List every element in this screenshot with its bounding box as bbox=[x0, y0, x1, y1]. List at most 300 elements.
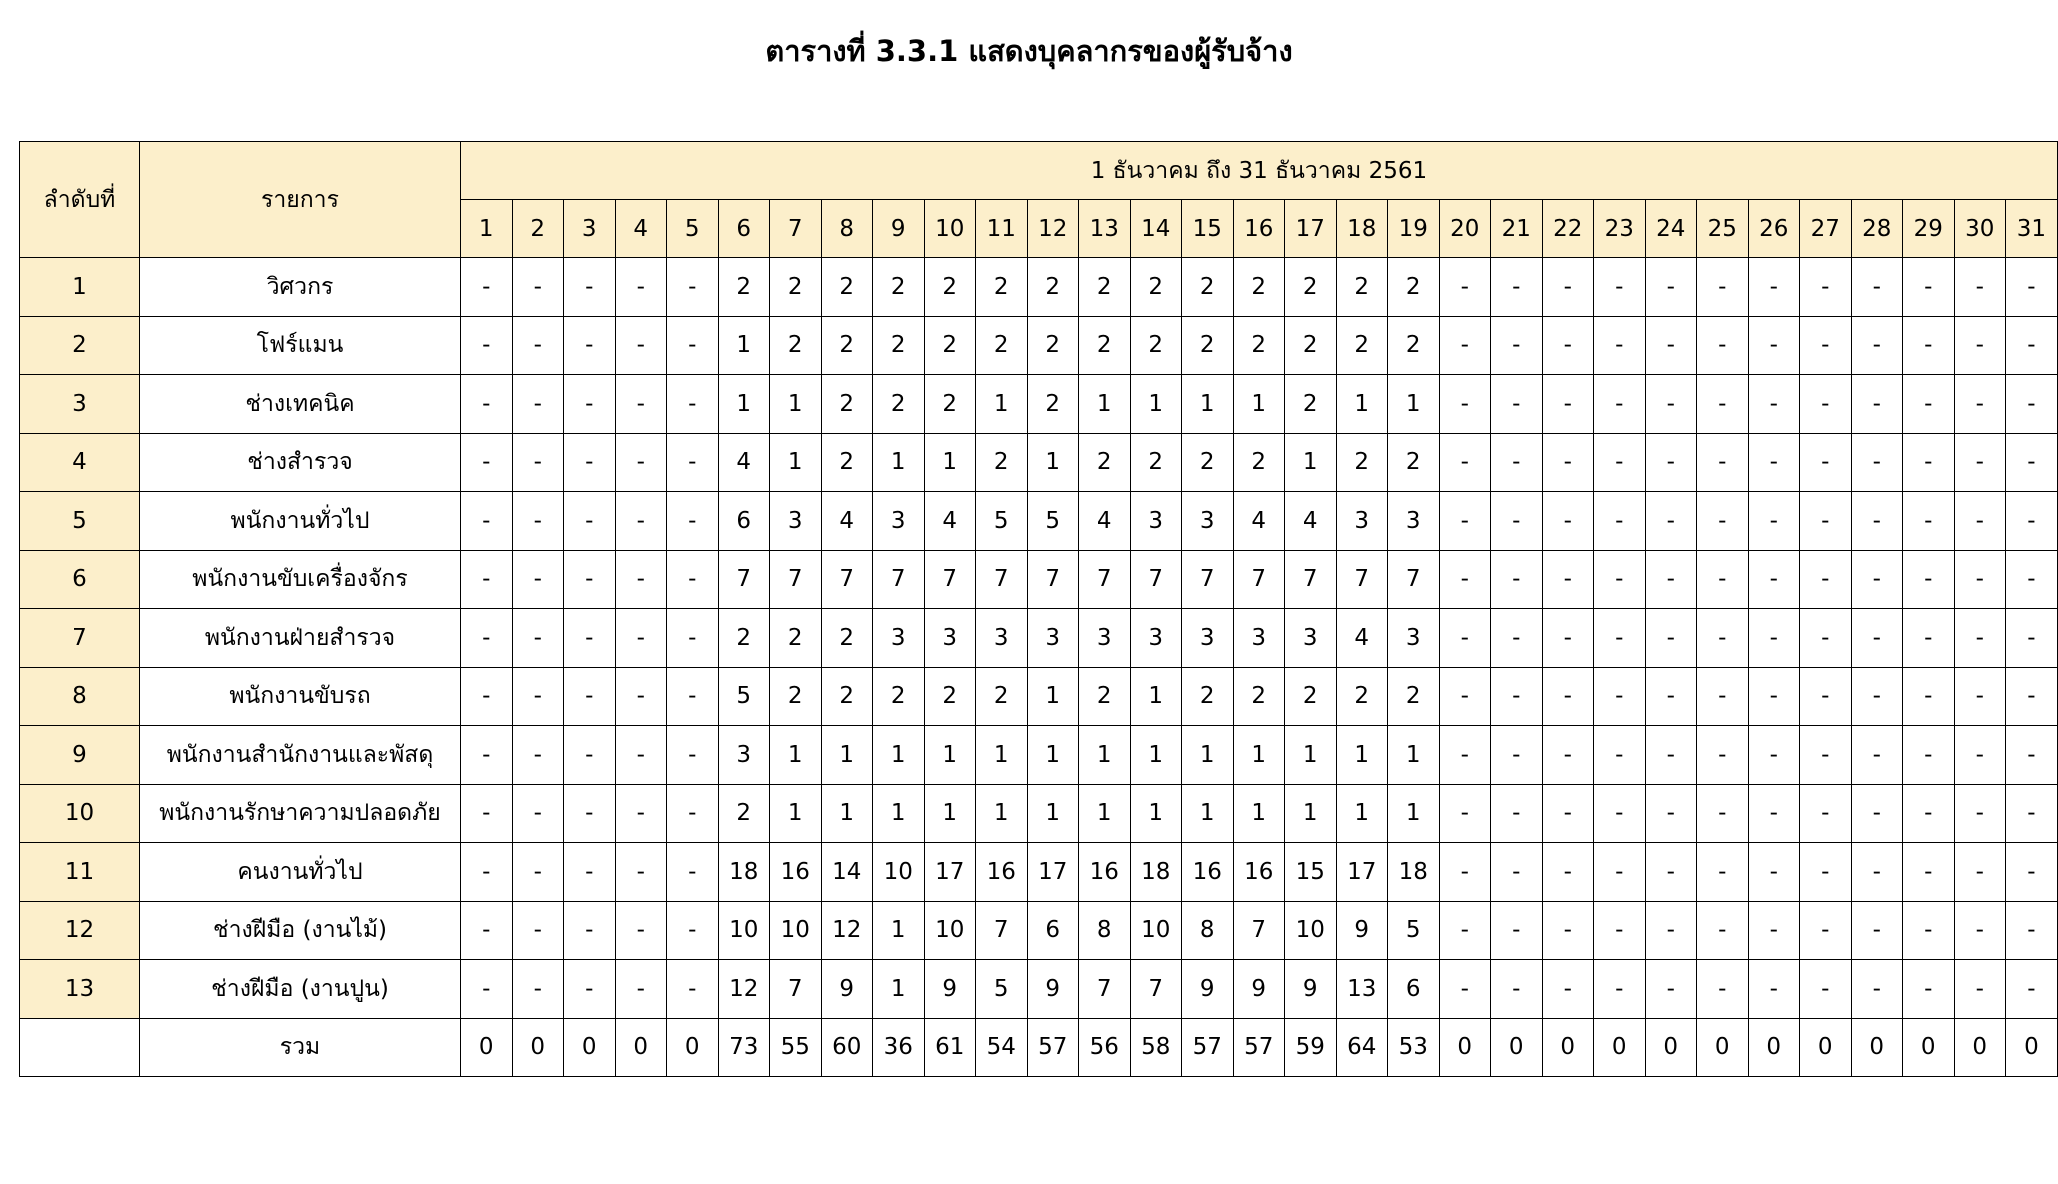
item-column-header: รายการ bbox=[140, 142, 461, 258]
value-cell: - bbox=[615, 550, 667, 609]
value-cell: - bbox=[667, 550, 719, 609]
value-cell: - bbox=[2006, 784, 2058, 843]
total-value-cell: 73 bbox=[718, 1018, 770, 1076]
total-value-cell: 60 bbox=[821, 1018, 873, 1076]
value-cell: - bbox=[1542, 843, 1594, 902]
value-cell: - bbox=[1903, 784, 1955, 843]
seq-cell: 8 bbox=[20, 667, 140, 726]
value-cell: - bbox=[1851, 258, 1903, 317]
value-cell: 17 bbox=[1027, 843, 1079, 902]
value-cell: 3 bbox=[1079, 609, 1131, 668]
value-cell: - bbox=[461, 784, 513, 843]
value-cell: 1 bbox=[770, 375, 822, 434]
value-cell: 1 bbox=[718, 375, 770, 434]
value-cell: 2 bbox=[924, 258, 976, 317]
value-cell: - bbox=[615, 901, 667, 960]
value-cell: 2 bbox=[1079, 667, 1131, 726]
day-header-cell: 31 bbox=[2006, 200, 2058, 258]
value-cell: 2 bbox=[924, 667, 976, 726]
value-cell: 2 bbox=[1285, 375, 1337, 434]
value-cell: - bbox=[1542, 726, 1594, 785]
value-cell: 18 bbox=[1130, 843, 1182, 902]
value-cell: - bbox=[1542, 375, 1594, 434]
value-cell: 2 bbox=[1388, 667, 1440, 726]
value-cell: 10 bbox=[718, 901, 770, 960]
value-cell: - bbox=[1439, 492, 1491, 551]
value-cell: - bbox=[1491, 784, 1543, 843]
total-value-cell: 0 bbox=[1645, 1018, 1697, 1076]
table-row bbox=[20, 433, 2058, 492]
seq-cell: 1 bbox=[20, 258, 140, 317]
value-cell: 2 bbox=[1336, 667, 1388, 726]
value-cell: - bbox=[1748, 667, 1800, 726]
value-cell: - bbox=[2006, 843, 2058, 902]
value-cell: - bbox=[1645, 843, 1697, 902]
day-header-cell: 29 bbox=[1903, 200, 1955, 258]
value-cell: - bbox=[615, 609, 667, 668]
value-cell: - bbox=[1439, 316, 1491, 375]
value-cell: 3 bbox=[1182, 492, 1234, 551]
total-value-cell: 0 bbox=[1439, 1018, 1491, 1076]
value-cell: 16 bbox=[976, 843, 1028, 902]
value-cell: 2 bbox=[873, 258, 925, 317]
value-cell: 7 bbox=[1130, 550, 1182, 609]
value-cell: - bbox=[1851, 375, 1903, 434]
value-cell: - bbox=[1439, 550, 1491, 609]
value-cell: 1 bbox=[1130, 784, 1182, 843]
value-cell: - bbox=[1491, 609, 1543, 668]
value-cell: - bbox=[461, 492, 513, 551]
total-value-cell: 53 bbox=[1388, 1018, 1440, 1076]
value-cell: - bbox=[512, 901, 564, 960]
value-cell: 2 bbox=[770, 609, 822, 668]
value-cell: 2 bbox=[1182, 667, 1234, 726]
value-cell: 1 bbox=[1285, 726, 1337, 785]
value-cell: - bbox=[1954, 550, 2006, 609]
value-cell: - bbox=[1954, 784, 2006, 843]
value-cell: 3 bbox=[1388, 609, 1440, 668]
value-cell: - bbox=[1748, 726, 1800, 785]
value-cell: 16 bbox=[1182, 843, 1234, 902]
value-cell: 2 bbox=[1233, 258, 1285, 317]
table-row bbox=[20, 550, 2058, 609]
value-cell: - bbox=[1954, 492, 2006, 551]
value-cell: - bbox=[1851, 960, 1903, 1019]
value-cell: - bbox=[461, 667, 513, 726]
value-cell: 7 bbox=[976, 901, 1028, 960]
value-cell: - bbox=[1439, 784, 1491, 843]
value-cell: - bbox=[2006, 550, 2058, 609]
value-cell: - bbox=[1542, 901, 1594, 960]
value-cell: 5 bbox=[1388, 901, 1440, 960]
value-cell: - bbox=[1903, 492, 1955, 551]
value-cell: 2 bbox=[1388, 433, 1440, 492]
value-cell: - bbox=[1800, 316, 1852, 375]
value-cell: - bbox=[615, 726, 667, 785]
value-cell: - bbox=[1954, 901, 2006, 960]
value-cell: - bbox=[615, 492, 667, 551]
item-cell: ช่างสำรวจ bbox=[140, 433, 461, 492]
value-cell: - bbox=[1851, 316, 1903, 375]
value-cell: 9 bbox=[924, 960, 976, 1019]
value-cell: 9 bbox=[1336, 901, 1388, 960]
total-value-cell: 36 bbox=[873, 1018, 925, 1076]
day-header-cell: 23 bbox=[1594, 200, 1646, 258]
value-cell: - bbox=[1954, 316, 2006, 375]
seq-cell: 2 bbox=[20, 316, 140, 375]
value-cell: - bbox=[1800, 433, 1852, 492]
value-cell: - bbox=[564, 550, 616, 609]
value-cell: - bbox=[512, 726, 564, 785]
value-cell: 7 bbox=[770, 960, 822, 1019]
value-cell: - bbox=[1851, 609, 1903, 668]
value-cell: - bbox=[1954, 433, 2006, 492]
value-cell: - bbox=[1439, 258, 1491, 317]
day-header-cell: 4 bbox=[615, 200, 667, 258]
item-cell: พนักงานรักษาความปลอดภัย bbox=[140, 784, 461, 843]
value-cell: 6 bbox=[1027, 901, 1079, 960]
value-cell: - bbox=[1697, 609, 1749, 668]
table-row bbox=[20, 258, 2058, 317]
value-cell: 14 bbox=[821, 843, 873, 902]
value-cell: 3 bbox=[1130, 492, 1182, 551]
value-cell: - bbox=[1439, 433, 1491, 492]
total-value-cell: 0 bbox=[461, 1018, 513, 1076]
value-cell: - bbox=[2006, 258, 2058, 317]
seq-cell: 10 bbox=[20, 784, 140, 843]
value-cell: 2 bbox=[1336, 258, 1388, 317]
value-cell: 4 bbox=[924, 492, 976, 551]
value-cell: - bbox=[1697, 433, 1749, 492]
item-cell: โฟร์แมน bbox=[140, 316, 461, 375]
value-cell: 2 bbox=[1285, 258, 1337, 317]
value-cell: 1 bbox=[976, 375, 1028, 434]
value-cell: - bbox=[2006, 667, 2058, 726]
value-cell: 18 bbox=[718, 843, 770, 902]
value-cell: - bbox=[1491, 726, 1543, 785]
day-header-cell: 7 bbox=[770, 200, 822, 258]
value-cell: 2 bbox=[770, 316, 822, 375]
value-cell: 5 bbox=[1027, 492, 1079, 551]
value-cell: 1 bbox=[873, 433, 925, 492]
value-cell: - bbox=[564, 726, 616, 785]
value-cell: - bbox=[1903, 667, 1955, 726]
seq-cell: 13 bbox=[20, 960, 140, 1019]
value-cell: - bbox=[1542, 609, 1594, 668]
value-cell: 1 bbox=[821, 726, 873, 785]
total-value-cell: 55 bbox=[770, 1018, 822, 1076]
value-cell: 2 bbox=[1130, 258, 1182, 317]
value-cell: - bbox=[667, 901, 719, 960]
value-cell: 2 bbox=[873, 667, 925, 726]
value-cell: 10 bbox=[1285, 901, 1337, 960]
table-row bbox=[20, 901, 2058, 960]
value-cell: 3 bbox=[770, 492, 822, 551]
value-cell: - bbox=[667, 375, 719, 434]
value-cell: 7 bbox=[1027, 550, 1079, 609]
value-cell: - bbox=[1851, 667, 1903, 726]
value-cell: - bbox=[1697, 843, 1749, 902]
value-cell: 7 bbox=[924, 550, 976, 609]
value-cell: - bbox=[1594, 258, 1646, 317]
value-cell: - bbox=[615, 960, 667, 1019]
day-header-cell: 19 bbox=[1388, 200, 1440, 258]
value-cell: 7 bbox=[1130, 960, 1182, 1019]
value-cell: - bbox=[1594, 316, 1646, 375]
value-cell: 2 bbox=[821, 609, 873, 668]
value-cell: - bbox=[564, 901, 616, 960]
total-value-cell: 56 bbox=[1079, 1018, 1131, 1076]
value-cell: - bbox=[1851, 901, 1903, 960]
value-cell: - bbox=[1542, 784, 1594, 843]
day-header-cell: 2 bbox=[512, 200, 564, 258]
value-cell: - bbox=[564, 316, 616, 375]
value-cell: 1 bbox=[1336, 784, 1388, 843]
value-cell: - bbox=[1800, 492, 1852, 551]
value-cell: 5 bbox=[718, 667, 770, 726]
value-cell: - bbox=[564, 784, 616, 843]
value-cell: - bbox=[1594, 960, 1646, 1019]
value-cell: 3 bbox=[1027, 609, 1079, 668]
value-cell: - bbox=[1697, 492, 1749, 551]
value-cell: - bbox=[2006, 433, 2058, 492]
value-cell: - bbox=[1594, 784, 1646, 843]
value-cell: - bbox=[461, 433, 513, 492]
day-header-cell: 16 bbox=[1233, 200, 1285, 258]
value-cell: 3 bbox=[718, 726, 770, 785]
value-cell: - bbox=[1491, 667, 1543, 726]
value-cell: 16 bbox=[1079, 843, 1131, 902]
value-cell: - bbox=[1542, 433, 1594, 492]
value-cell: - bbox=[1542, 550, 1594, 609]
value-cell: 1 bbox=[821, 784, 873, 843]
seq-cell: 3 bbox=[20, 375, 140, 434]
value-cell: - bbox=[2006, 726, 2058, 785]
value-cell: 1 bbox=[924, 726, 976, 785]
value-cell: 7 bbox=[1285, 550, 1337, 609]
value-cell: 7 bbox=[770, 550, 822, 609]
value-cell: 9 bbox=[1182, 960, 1234, 1019]
value-cell: 8 bbox=[1182, 901, 1234, 960]
value-cell: - bbox=[667, 726, 719, 785]
value-cell: 9 bbox=[1027, 960, 1079, 1019]
value-cell: - bbox=[1491, 258, 1543, 317]
value-cell: 18 bbox=[1388, 843, 1440, 902]
value-cell: 8 bbox=[1079, 901, 1131, 960]
value-cell: - bbox=[1645, 550, 1697, 609]
value-cell: - bbox=[1748, 492, 1800, 551]
value-cell: - bbox=[461, 901, 513, 960]
value-cell: 1 bbox=[1130, 726, 1182, 785]
day-header-cell: 21 bbox=[1491, 200, 1543, 258]
value-cell: 1 bbox=[1388, 784, 1440, 843]
value-cell: 1 bbox=[1233, 784, 1285, 843]
value-cell: - bbox=[1954, 375, 2006, 434]
value-cell: - bbox=[667, 316, 719, 375]
value-cell: - bbox=[1903, 316, 1955, 375]
value-cell: - bbox=[1594, 550, 1646, 609]
value-cell: 2 bbox=[1027, 258, 1079, 317]
value-cell: 3 bbox=[1336, 492, 1388, 551]
value-cell: - bbox=[1800, 784, 1852, 843]
day-header-cell: 27 bbox=[1800, 200, 1852, 258]
value-cell: 10 bbox=[873, 843, 925, 902]
value-cell: - bbox=[564, 375, 616, 434]
table-row bbox=[20, 492, 2058, 551]
value-cell: 2 bbox=[1130, 433, 1182, 492]
value-cell: 2 bbox=[1233, 433, 1285, 492]
day-header-cell: 22 bbox=[1542, 200, 1594, 258]
value-cell: 4 bbox=[1285, 492, 1337, 551]
value-cell: 2 bbox=[924, 375, 976, 434]
day-header-cell: 24 bbox=[1645, 200, 1697, 258]
total-value-cell: 54 bbox=[976, 1018, 1028, 1076]
value-cell: - bbox=[1954, 843, 2006, 902]
value-cell: - bbox=[1851, 784, 1903, 843]
value-cell: - bbox=[1697, 667, 1749, 726]
value-cell: - bbox=[1491, 960, 1543, 1019]
value-cell: - bbox=[1748, 609, 1800, 668]
day-header-cell: 11 bbox=[976, 200, 1028, 258]
value-cell: - bbox=[1697, 901, 1749, 960]
value-cell: - bbox=[1800, 258, 1852, 317]
value-cell: - bbox=[1800, 901, 1852, 960]
value-cell: 2 bbox=[976, 667, 1028, 726]
value-cell: - bbox=[1954, 609, 2006, 668]
value-cell: - bbox=[1903, 550, 1955, 609]
table-row bbox=[20, 726, 2058, 785]
value-cell: 2 bbox=[1079, 433, 1131, 492]
value-cell: - bbox=[1491, 375, 1543, 434]
value-cell: 7 bbox=[873, 550, 925, 609]
value-cell: 16 bbox=[770, 843, 822, 902]
value-cell: 3 bbox=[1285, 609, 1337, 668]
value-cell: - bbox=[1594, 667, 1646, 726]
total-value-cell: 0 bbox=[512, 1018, 564, 1076]
value-cell: - bbox=[1800, 960, 1852, 1019]
total-label: รวม bbox=[140, 1018, 461, 1076]
total-value-cell: 61 bbox=[924, 1018, 976, 1076]
value-cell: - bbox=[1542, 667, 1594, 726]
value-cell: - bbox=[512, 375, 564, 434]
value-cell: 2 bbox=[1336, 433, 1388, 492]
value-cell: - bbox=[512, 433, 564, 492]
value-cell: 10 bbox=[924, 901, 976, 960]
value-cell: - bbox=[667, 843, 719, 902]
day-header-cell: 10 bbox=[924, 200, 976, 258]
value-cell: 2 bbox=[1285, 316, 1337, 375]
value-cell: 2 bbox=[718, 609, 770, 668]
total-value-cell: 0 bbox=[564, 1018, 616, 1076]
day-header-cell: 20 bbox=[1439, 200, 1491, 258]
value-cell: 6 bbox=[718, 492, 770, 551]
table-row bbox=[20, 667, 2058, 726]
day-header-cell: 12 bbox=[1027, 200, 1079, 258]
value-cell: - bbox=[1800, 667, 1852, 726]
day-header-cell: 3 bbox=[564, 200, 616, 258]
value-cell: - bbox=[1645, 960, 1697, 1019]
item-cell: พนักงานสำนักงานและพัสดุ bbox=[140, 726, 461, 785]
value-cell: 7 bbox=[1233, 901, 1285, 960]
value-cell: 3 bbox=[873, 609, 925, 668]
value-cell: - bbox=[2006, 960, 2058, 1019]
total-value-cell: 0 bbox=[1748, 1018, 1800, 1076]
total-value-cell: 0 bbox=[1954, 1018, 2006, 1076]
value-cell: - bbox=[1697, 784, 1749, 843]
value-cell: - bbox=[1491, 492, 1543, 551]
value-cell: 1 bbox=[1388, 726, 1440, 785]
value-cell: 1 bbox=[1336, 726, 1388, 785]
value-cell: 1 bbox=[770, 433, 822, 492]
day-header-cell: 6 bbox=[718, 200, 770, 258]
total-value-cell: 59 bbox=[1285, 1018, 1337, 1076]
total-value-cell: 58 bbox=[1130, 1018, 1182, 1076]
value-cell: 2 bbox=[770, 258, 822, 317]
value-cell: 12 bbox=[821, 901, 873, 960]
value-cell: - bbox=[564, 258, 616, 317]
value-cell: 9 bbox=[821, 960, 873, 1019]
value-cell: 1 bbox=[1182, 375, 1234, 434]
value-cell: 2 bbox=[873, 375, 925, 434]
value-cell: - bbox=[512, 609, 564, 668]
value-cell: - bbox=[1748, 375, 1800, 434]
value-cell: - bbox=[1491, 901, 1543, 960]
value-cell: - bbox=[1800, 375, 1852, 434]
value-cell: 9 bbox=[1285, 960, 1337, 1019]
value-cell: - bbox=[1645, 258, 1697, 317]
value-cell: - bbox=[1697, 316, 1749, 375]
item-cell: พนักงานขับรถ bbox=[140, 667, 461, 726]
value-cell: 1 bbox=[718, 316, 770, 375]
value-cell: 1 bbox=[1027, 726, 1079, 785]
value-cell: 3 bbox=[873, 492, 925, 551]
value-cell: 1 bbox=[1233, 375, 1285, 434]
value-cell: 3 bbox=[976, 609, 1028, 668]
seq-cell: 12 bbox=[20, 901, 140, 960]
table-row bbox=[20, 375, 2058, 434]
value-cell: - bbox=[1697, 726, 1749, 785]
value-cell: - bbox=[564, 960, 616, 1019]
value-cell: - bbox=[615, 433, 667, 492]
value-cell: - bbox=[512, 784, 564, 843]
value-cell: - bbox=[512, 492, 564, 551]
value-cell: - bbox=[1594, 609, 1646, 668]
value-cell: - bbox=[1645, 316, 1697, 375]
value-cell: - bbox=[564, 667, 616, 726]
day-header-cell: 28 bbox=[1851, 200, 1903, 258]
seq-cell: 11 bbox=[20, 843, 140, 902]
item-cell: พนักงานฝ่ายสำรวจ bbox=[140, 609, 461, 668]
value-cell: - bbox=[1439, 667, 1491, 726]
value-cell: - bbox=[1748, 316, 1800, 375]
value-cell: 13 bbox=[1336, 960, 1388, 1019]
value-cell: - bbox=[512, 258, 564, 317]
value-cell: - bbox=[2006, 316, 2058, 375]
value-cell: 1 bbox=[1079, 784, 1131, 843]
value-cell: 3 bbox=[1182, 609, 1234, 668]
value-cell: - bbox=[1439, 375, 1491, 434]
seq-cell: 4 bbox=[20, 433, 140, 492]
value-cell: - bbox=[1542, 492, 1594, 551]
value-cell: 7 bbox=[1079, 960, 1131, 1019]
value-cell: - bbox=[1954, 667, 2006, 726]
value-cell: - bbox=[615, 258, 667, 317]
value-cell: - bbox=[1954, 726, 2006, 785]
value-cell: 4 bbox=[1336, 609, 1388, 668]
value-cell: - bbox=[1748, 433, 1800, 492]
period-header: 1 ธันวาคม ถึง 31 ธันวาคม 2561 bbox=[461, 142, 2058, 200]
value-cell: 2 bbox=[821, 433, 873, 492]
